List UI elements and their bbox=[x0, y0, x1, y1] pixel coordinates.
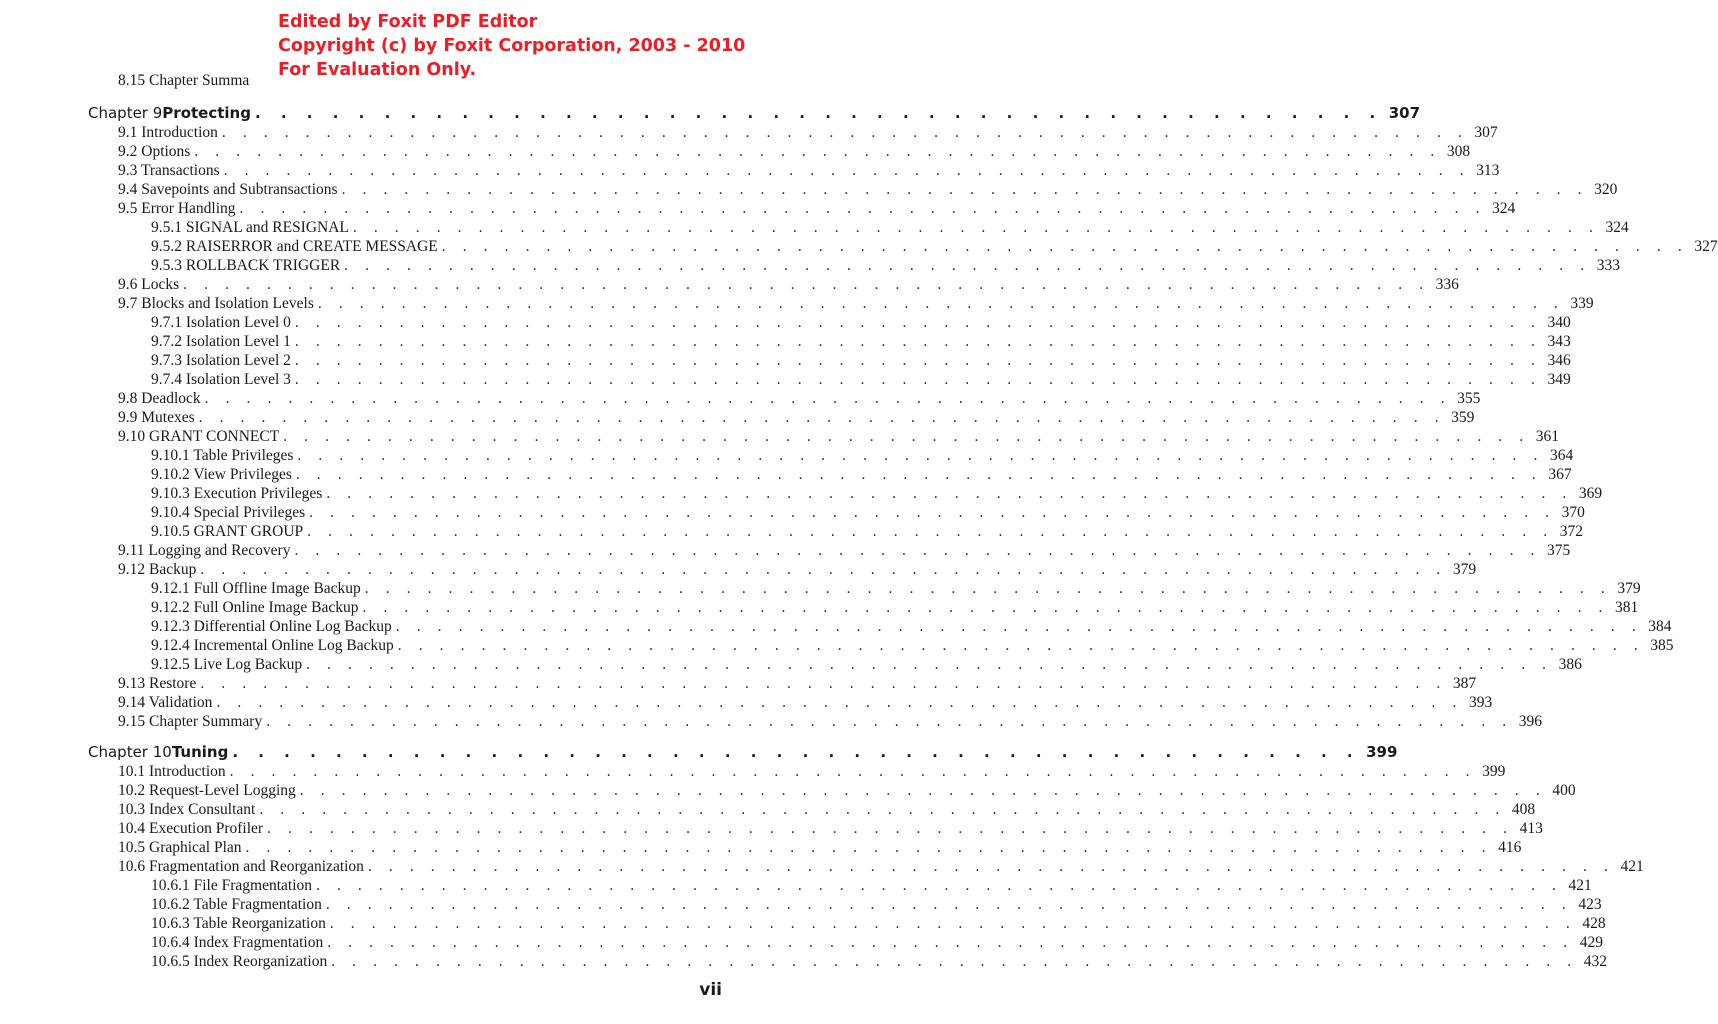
toc-entry bbox=[151, 313, 1571, 332]
toc-entry-page: 413 bbox=[1519, 819, 1543, 837]
toc-entry-page: 307 bbox=[1474, 123, 1498, 141]
toc-entry-title: 9.7 Blocks and Isolation Levels bbox=[118, 294, 314, 312]
toc-entry bbox=[118, 161, 1500, 180]
toc-entry bbox=[118, 123, 1498, 142]
toc-entry bbox=[118, 838, 1522, 857]
toc-entry-page: 379 bbox=[1452, 560, 1477, 578]
toc-entry bbox=[151, 598, 1639, 617]
toc-entry-page: 423 bbox=[1578, 895, 1602, 913]
dot-leader: . . . . . . . . . . . . . . . . . . . . . . . . . . . . . . . . . . . . . . . . . . . . . . . . . . . . . . . . . . . . bbox=[309, 503, 1556, 521]
toc-entry-page: 416 bbox=[1498, 838, 1522, 856]
toc-entry-title: 9.9 Mutexes bbox=[118, 408, 195, 426]
dot-leader: . . . . . . . . . . . . . . . . . . . . . . . . . . . . . . . . . . . . . . . . . . . . . . . . . . . . . . . . . . . . bbox=[326, 484, 1573, 502]
dot-leader: . . . . . . . . . . . . . . . . . . . . . . . . . . . . . . . . . . . . . . . . . . . . . . . . . . . . . . . . . . . . bbox=[245, 838, 1493, 856]
chapter-title: Tuning bbox=[171, 743, 229, 761]
toc-entry bbox=[118, 800, 1536, 819]
dot-leader: . . . . . . . . . . . . . . . . . . . . . . . . . . . . . . . . . . . . . . . . . . . . . . . . . . . . . . . . . . . . bbox=[223, 161, 1471, 179]
toc-entry bbox=[118, 427, 1559, 446]
toc-entry-page: 369 bbox=[1578, 484, 1603, 502]
toc-entry-page: 429 bbox=[1579, 933, 1603, 951]
dot-leader: . . . . . . . . . . . . . . . . . . . . . . . . . . . . . . . . . . . . . . . . . . . . . . . . . . . . . . . . . . . . bbox=[295, 465, 1543, 483]
toc-entry bbox=[151, 446, 1574, 465]
toc-entry bbox=[118, 275, 1459, 294]
toc-entry-page: 359 bbox=[1451, 408, 1475, 426]
toc-entry-title: 10.6.4 Index Fragmentation bbox=[151, 933, 324, 951]
toc-entry-page: 379 bbox=[1617, 579, 1641, 597]
toc-entry-page: 336 bbox=[1435, 275, 1459, 293]
toc-entry bbox=[118, 199, 1516, 218]
toc-entry-page: 367 bbox=[1548, 465, 1572, 483]
toc-entry-page: 324 bbox=[1492, 199, 1516, 217]
toc-entry-title: 9.5.2 RAISERROR and CREATE MESSAGE bbox=[151, 237, 438, 255]
toc-entry-page: 385 bbox=[1650, 636, 1674, 654]
toc-entry-page: 339 bbox=[1570, 294, 1594, 312]
toc-entry-page: 346 bbox=[1547, 351, 1571, 369]
toc-entry bbox=[118, 857, 1644, 876]
toc-entry-title: 9.7.1 Isolation Level 0 bbox=[151, 313, 291, 331]
dot-leader: . . . . . . . . . . . . . . . . . . . . . . . . . . . . . . . . . . . . . . . . . . . . . . . . . . . . . . . . . . . . bbox=[299, 781, 1547, 799]
toc-entry-title: 9.8 Deadlock bbox=[118, 389, 201, 407]
toc-entry bbox=[118, 819, 1543, 838]
dot-leader: . . . . . . . . . . . . . . . . . . . . . . . . . . . . . . . . . . . . . . . . . . . . . . . . . . . . . . . . . . . . bbox=[331, 952, 1578, 970]
dot-leader: . . . . . . . . . . . . . . . . . . . . . . . . . . . . . . . . . . . . . . . . . . . . . . . . . . . . . . . . . . . . bbox=[294, 332, 1542, 350]
dot-leader: . . . . . . . . . . . . . . . . . . . . . . . . . . . . . . . . . . . . . . . . . . . . . . . . . . . . . . . . . . . . bbox=[441, 237, 1689, 255]
toc-entry bbox=[151, 351, 1571, 370]
toc-entry-title: 9.12.2 Full Online Image Backup bbox=[151, 598, 359, 616]
toc-entry-page: 428 bbox=[1582, 914, 1606, 932]
toc-entry-title: 9.5.1 SIGNAL and RESIGNAL bbox=[151, 218, 349, 236]
chapter-number: Chapter 10 bbox=[88, 743, 172, 761]
toc-entry-title: 10.6.2 Table Fragmentation bbox=[151, 895, 322, 913]
dot-leader: . . . . . . . . . . . . . . . . . . . . . . . . . . . . . . . . . . . . . . . . . . . . . . . . . . . . . . . . . . . . bbox=[294, 370, 1542, 388]
toc-entry-title: 10.5 Graphical Plan bbox=[118, 838, 242, 856]
toc-entry-title: 10.4 Execution Profiler bbox=[118, 819, 264, 837]
toc-entry-title: 10.6.3 Table Reorganization bbox=[151, 914, 326, 932]
toc-entry-title: 10.3 Index Consultant bbox=[118, 800, 256, 818]
dot-leader: . . . . . . . . . . . . . . . . . . . . . . . . . . . . . . . . . . . . . . . . . . . . . . . . . . . . . . . . . . . . bbox=[329, 914, 1577, 932]
watermark-line-1: Edited by Foxit PDF Editor bbox=[278, 12, 538, 32]
chapter-heading bbox=[88, 741, 1398, 763]
toc-entry-page: 400 bbox=[1552, 781, 1576, 799]
toc-entry-title: 9.10 GRANT CONNECT bbox=[118, 427, 280, 445]
toc-entry-title: 9.14 Validation bbox=[118, 693, 213, 711]
toc-entry bbox=[151, 218, 1629, 237]
dot-leader: . . . . . . . . . . . . . . . . . . . . . . . . . . . . . . . . . . . . . . . . . . . . . . . . . . . . . . . . . . . . bbox=[316, 876, 1563, 894]
chapter-title: Protecting bbox=[162, 104, 251, 122]
toc-entry bbox=[151, 503, 1585, 522]
toc-entry-title: 9.4 Savepoints and Subtransactions bbox=[118, 180, 338, 198]
toc-entry bbox=[151, 484, 1603, 503]
toc-entry bbox=[151, 332, 1571, 351]
toc-entry bbox=[151, 237, 1718, 256]
toc-entry-title: 9.11 Logging and Recovery bbox=[118, 541, 291, 559]
toc-entry-page: 320 bbox=[1594, 180, 1618, 198]
toc-entry-title: 9.5 Error Handling bbox=[118, 199, 236, 217]
toc-entry bbox=[118, 294, 1594, 313]
watermark-line-2: Copyright (c) by Foxit Corporation, 2003 - 2010 bbox=[278, 36, 746, 56]
toc-entry bbox=[118, 180, 1618, 199]
dot-leader: . . . . . . . . . . . . . . . . . . . . . . . . . . . . . . . . . . . . . . . . . . . . . . . . . . . . . . . . . . . . bbox=[194, 142, 1441, 160]
dot-leader: . . . . . . . . . . . . . . . . . . . . . . . . . . . . . . . . . . . . . . . . . . . . . . . . . . . . . . . . . . . . bbox=[266, 712, 1513, 730]
dot-leader: . . . . . . . . . . . . . . . . . . . . . . . . . . . . . . . . . . . . . . . . . . . . . . . . . . . . . . . . . . . . bbox=[221, 123, 1469, 141]
toc-entry-title: 9.3 Transactions bbox=[118, 161, 220, 179]
toc-entry-title: 10.1 Introduction bbox=[118, 762, 226, 780]
chapter-heading bbox=[88, 102, 1421, 124]
toc-entry-page: 308 bbox=[1446, 142, 1471, 160]
dot-leader: . . . . . . . . . . . . . . . . . . . . . . . . . . . . . . . . . . . . . . . . . . . . . . . . . . . . . . . . . . . . bbox=[307, 522, 1554, 540]
toc-entry-page: 364 bbox=[1549, 446, 1574, 464]
toc-entry bbox=[118, 142, 1471, 161]
toc-entry bbox=[118, 762, 1506, 781]
dot-leader: . . . . . . . . . . . . . . . . . . . . . . . . . . . . . . . . . . . . . . . . . . . . . . . . . . . . . . . . . . . . bbox=[216, 693, 1463, 711]
toc-entry-page: 375 bbox=[1547, 541, 1571, 559]
chapter-number: Chapter 9 bbox=[88, 104, 163, 122]
toc-entry-title: 9.2 Options bbox=[118, 142, 191, 160]
toc-entry bbox=[151, 617, 1672, 636]
toc-entry-title: 10.6.1 File Fragmentation bbox=[151, 876, 313, 894]
dot-leader: . . . . . . . . . . . . . . . . . . . . . . . . . . . . . . . . . . . . . . . . . . . . bbox=[232, 743, 1361, 761]
truncated-toc-entry: 8.15 Chapter Summa bbox=[118, 72, 250, 89]
toc-entry-title: 9.12 Backup bbox=[118, 560, 197, 578]
dot-leader: . . . . . . . . . . . . . . . . . . . . . . . . . . . . . . . . . . . . . . . . . . . . . . . . . . . . . . . . . . . . bbox=[198, 408, 1446, 426]
toc-entry-page: 370 bbox=[1561, 503, 1585, 521]
dot-leader: . . . . . . . . . . . . . . . . . . . . . . . . . . . . . . . . . . . . . . . . . . . . . . . . . . . . . . . . . . . . bbox=[317, 294, 1565, 312]
toc-entry bbox=[151, 370, 1571, 389]
dot-leader: . . . . . . . . . . . . . . . . . . . . . . . . . . . . . . . . . . . . . . . . . . . . bbox=[254, 104, 1383, 122]
toc-entry bbox=[118, 781, 1576, 800]
toc-entry-page: 372 bbox=[1559, 522, 1583, 540]
dot-leader: . . . . . . . . . . . . . . . . . . . . . . . . . . . . . . . . . . . . . . . . . . . . . . . . . . . . . . . . . . . . bbox=[306, 655, 1553, 673]
toc-entry-title: 9.12.3 Differential Online Log Backup bbox=[151, 617, 392, 635]
watermark-line-3: For Evaluation Only. bbox=[278, 60, 477, 80]
dot-leader: . . . . . . . . . . . . . . . . . . . . . . . . . . . . . . . . . . . . . . . . . . . . . . . . . . . . . . . . . . . . bbox=[395, 617, 1643, 635]
toc-entry-page: 355 bbox=[1457, 389, 1481, 407]
toc-entry-page: 343 bbox=[1547, 332, 1571, 350]
dot-leader: . . . . . . . . . . . . . . . . . . . . . . . . . . . . . . . . . . . . . . . . . . . . . . . . . . . . . . . . . . . . bbox=[229, 762, 1477, 780]
toc-entry-title: 9.10.1 Table Privileges bbox=[151, 446, 294, 464]
dot-leader: . . . . . . . . . . . . . . . . . . . . . . . . . . . . . . . . . . . . . . . . . . . . . . . . . . . . . . . . . . . . bbox=[341, 180, 1589, 198]
toc-entry-page: 349 bbox=[1547, 370, 1571, 388]
dot-leader: . . . . . . . . . . . . . . . . . . . . . . . . . . . . . . . . . . . . . . . . . . . . . . . . . . . . . . . . . . . . bbox=[397, 636, 1645, 654]
dot-leader: . . . . . . . . . . . . . . . . . . . . . . . . . . . . . . . . . . . . . . . . . . . . . . . . . . . . . . . . . . . . bbox=[364, 579, 1612, 597]
chapter-page: 399 bbox=[1366, 743, 1398, 761]
toc-entry bbox=[151, 895, 1602, 914]
toc-entry-title: 10.6.5 Index Reorganization bbox=[151, 952, 328, 970]
toc-entry-page: 384 bbox=[1648, 617, 1672, 635]
toc-entry-title: 9.7.4 Isolation Level 3 bbox=[151, 370, 291, 388]
toc-entry bbox=[118, 560, 1477, 579]
toc-entry-page: 393 bbox=[1468, 693, 1493, 711]
toc-entry bbox=[151, 914, 1606, 933]
toc-entry-title: 9.15 Chapter Summary bbox=[118, 712, 263, 730]
toc-entry-title: 9.5.3 ROLLBACK TRIGGER bbox=[151, 256, 341, 274]
toc-entry bbox=[151, 933, 1603, 952]
toc-entry-page: 399 bbox=[1482, 762, 1506, 780]
toc-entry-page: 327 bbox=[1694, 237, 1718, 255]
dot-leader: . . . . . . . . . . . . . . . . . . . . . . . . . . . . . . . . . . . . . . . . . . . . . . . . . . . . . . . . . . . . bbox=[294, 541, 1541, 559]
toc-entry bbox=[118, 674, 1477, 693]
toc-entry-title: 9.7.2 Isolation Level 1 bbox=[151, 332, 291, 350]
toc-entry-page: 408 bbox=[1511, 800, 1536, 818]
toc-entry-title: 9.10.5 GRANT GROUP bbox=[151, 522, 304, 540]
toc-entry-page: 313 bbox=[1476, 161, 1500, 179]
toc-entry bbox=[151, 522, 1583, 541]
dot-leader: . . . . . . . . . . . . . . . . . . . . . . . . . . . . . . . . . . . . . . . . . . . . . . . . . . . . . . . . . . . . bbox=[200, 674, 1447, 692]
toc-entry-page: 421 bbox=[1568, 876, 1592, 894]
toc-entry bbox=[118, 693, 1493, 712]
toc-entry-title: 9.12.4 Incremental Online Log Backup bbox=[151, 636, 394, 654]
toc-entry-title: 10.2 Request-Level Logging bbox=[118, 781, 296, 799]
dot-leader: . . . . . . . . . . . . . . . . . . . . . . . . . . . . . . . . . . . . . . . . . . . . . . . . . . . . . . . . . . . . bbox=[294, 351, 1542, 369]
toc-entry-title: 9.10.3 Execution Privileges bbox=[151, 484, 323, 502]
toc-entry-page: 387 bbox=[1452, 674, 1477, 692]
toc-entry bbox=[151, 636, 1674, 655]
toc-entry-title: 10.6 Fragmentation and Reorganization bbox=[118, 857, 364, 875]
toc-entry bbox=[151, 256, 1620, 275]
toc-entry bbox=[151, 465, 1572, 484]
toc-entry bbox=[151, 579, 1641, 598]
toc-entry-title: 9.13 Restore bbox=[118, 674, 197, 692]
toc-entry-title: 9.1 Introduction bbox=[118, 123, 218, 141]
toc-entry-page: 361 bbox=[1535, 427, 1559, 445]
toc-entry bbox=[118, 408, 1475, 427]
toc-entry-title: 9.7.3 Isolation Level 2 bbox=[151, 351, 291, 369]
dot-leader: . . . . . . . . . . . . . . . . . . . . . . . . . . . . . . . . . . . . . . . . . . . . . . . . . . . . . . . . . . . . bbox=[239, 199, 1487, 217]
dot-leader: . . . . . . . . . . . . . . . . . . . . . . . . . . . . . . . . . . . . . . . . . . . . . . . . . . . . . . . . . . . . bbox=[259, 800, 1506, 818]
toc-entry-title: 9.10.4 Special Privileges bbox=[151, 503, 306, 521]
toc-entry bbox=[118, 389, 1481, 408]
toc-entry-page: 421 bbox=[1620, 857, 1644, 875]
dot-leader: . . . . . . . . . . . . . . . . . . . . . . . . . . . . . . . . . . . . . . . . . . . . . . . . . . . . . . . . . . . . bbox=[344, 256, 1591, 274]
toc-entry-title: 9.10.2 View Privileges bbox=[151, 465, 292, 483]
toc-entry-page: 396 bbox=[1518, 712, 1542, 730]
toc-entry-page: 333 bbox=[1596, 256, 1620, 274]
foxit-watermark bbox=[278, 10, 745, 82]
dot-leader: . . . . . . . . . . . . . . . . . . . . . . . . . . . . . . . . . . . . . . . . . . . . . . . . . . . . . . . . . . . . bbox=[200, 560, 1447, 578]
toc-entry bbox=[118, 541, 1571, 560]
dot-leader: . . . . . . . . . . . . . . . . . . . . . . . . . . . . . . . . . . . . . . . . . . . . . . . . . . . . . . . . . . . . bbox=[327, 933, 1574, 951]
dot-leader: . . . . . . . . . . . . . . . . . . . . . . . . . . . . . . . . . . . . . . . . . . . . . . . . . . . . . . . . . . . . bbox=[362, 598, 1610, 616]
dot-leader: . . . . . . . . . . . . . . . . . . . . . . . . . . . . . . . . . . . . . . . . . . . . . . . . . . . . . . . . . . . . bbox=[297, 446, 1544, 464]
toc-entry-page: 386 bbox=[1558, 655, 1582, 673]
dot-leader: . . . . . . . . . . . . . . . . . . . . . . . . . . . . . . . . . . . . . . . . . . . . . . . . . . . . . . . . . . . . bbox=[204, 389, 1452, 407]
toc-entry-title: 9.12.1 Full Offline Image Backup bbox=[151, 579, 361, 597]
toc-entry-title: 9.6 Locks bbox=[118, 275, 180, 293]
toc-entry bbox=[151, 655, 1582, 674]
dot-leader: . . . . . . . . . . . . . . . . . . . . . . . . . . . . . . . . . . . . . . . . . . . . . . . . . . . . . . . . . . . . bbox=[183, 275, 1430, 293]
toc-entry-page: 432 bbox=[1583, 952, 1607, 970]
dot-leader: . . . . . . . . . . . . . . . . . . . . . . . . . . . . . . . . . . . . . . . . . . . . . . . . . . . . . . . . . . . . bbox=[325, 895, 1573, 913]
toc-entry bbox=[151, 876, 1592, 895]
page-number: vii bbox=[699, 980, 722, 1000]
dot-leader: . . . . . . . . . . . . . . . . . . . . . . . . . . . . . . . . . . . . . . . . . . . . . . . . . . . . . . . . . . . . bbox=[294, 313, 1542, 331]
dot-leader: . . . . . . . . . . . . . . . . . . . . . . . . . . . . . . . . . . . . . . . . . . . . . . . . . . . . . . . . . . . . bbox=[283, 427, 1530, 445]
toc-entry bbox=[151, 952, 1607, 971]
dot-leader: . . . . . . . . . . . . . . . . . . . . . . . . . . . . . . . . . . . . . . . . . . . . . . . . . . . . . . . . . . . . bbox=[267, 819, 1514, 837]
toc-entry bbox=[118, 712, 1542, 731]
toc-entry-page: 324 bbox=[1605, 218, 1629, 236]
toc-entry-page: 381 bbox=[1615, 598, 1639, 616]
toc-entry-page: 340 bbox=[1547, 313, 1571, 331]
dot-leader: . . . . . . . . . . . . . . . . . . . . . . . . . . . . . . . . . . . . . . . . . . . . . . . . . . . . . . . . . . . . bbox=[367, 857, 1615, 875]
chapter-page: 307 bbox=[1388, 104, 1421, 122]
dot-leader: . . . . . . . . . . . . . . . . . . . . . . . . . . . . . . . . . . . . . . . . . . . . . . . . . . . . . . . . . . . . bbox=[352, 218, 1600, 236]
toc-entry-title: 9.12.5 Live Log Backup bbox=[151, 655, 303, 673]
